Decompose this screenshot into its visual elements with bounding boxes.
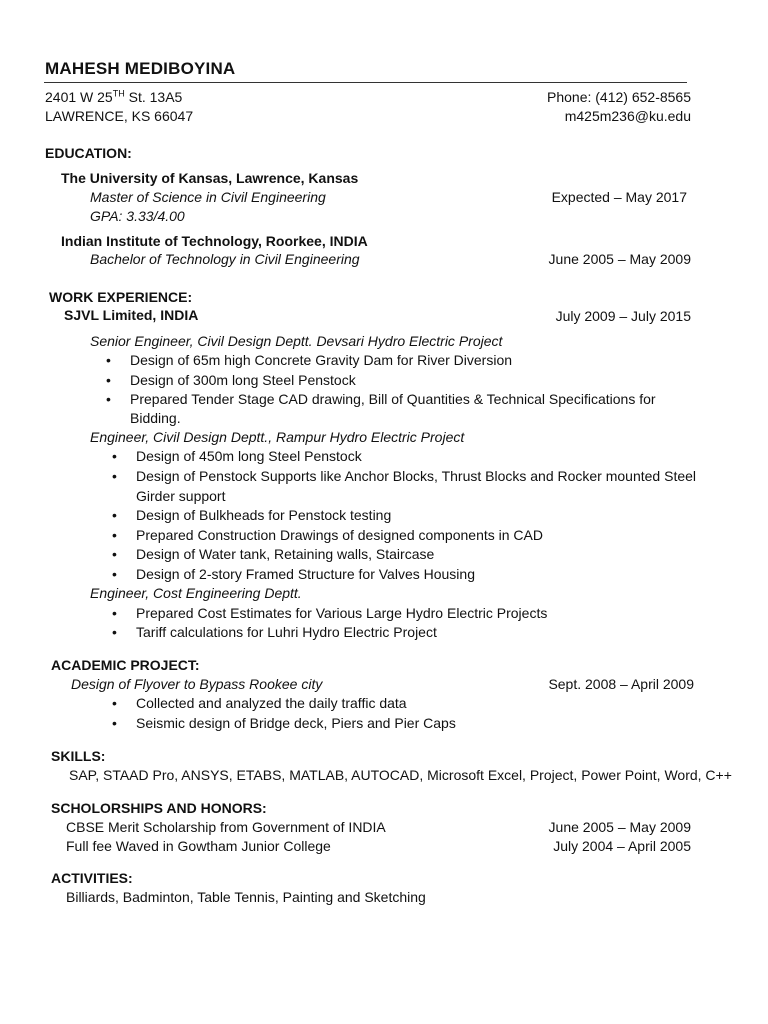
list-item: • Prepared Construction Drawings of designed components in CAD: [136, 527, 543, 544]
phone: Phone: (412) 652-8565: [547, 89, 691, 105]
address-unit: St. 13A5: [124, 89, 183, 105]
address-superscript: TH: [112, 88, 125, 99]
activities-list: Billiards, Badminton, Table Tennis, Painting and Sketching: [66, 889, 426, 905]
education-school: The University of Kansas, Lawrence, Kansas: [61, 170, 359, 186]
list-item: • Design of Water tank, Retaining walls, Staircase: [136, 546, 434, 563]
education-heading: EDUCATION:: [45, 145, 132, 161]
list-item: • Design of Bulkheads for Penstock testing: [136, 507, 391, 524]
list-item: • Seismic design of Bridge deck, Piers and Pier Caps: [136, 715, 456, 732]
skills-list: SAP, STAAD Pro, ANSYS, ETABS, MATLAB, AUTOCAD, Microsoft Excel, Project, Power Point, Word, C++: [69, 767, 732, 783]
skills-heading: SKILLS:: [51, 748, 106, 764]
candidate-name: MAHESH MEDIBOYINA: [45, 59, 236, 78]
email: m425m236@ku.edu: [564, 108, 691, 124]
education-school: Indian Institute of Technology, Roorkee, INDIA: [61, 233, 368, 249]
role-title: Engineer, Civil Design Deptt., Rampur Hydro Electric Project: [90, 429, 465, 445]
project-title: Design of Flyover to Bypass Rookee city: [71, 676, 323, 692]
address-line: [45, 89, 182, 106]
project-date: Sept. 2008 – April 2009: [548, 676, 694, 692]
list-item: • Tariff calculations for Luhri Hydro Electric Project: [136, 624, 437, 641]
work-company-date: July 2009 – July 2015: [555, 308, 691, 324]
work-heading: WORK EXPERIENCE:: [49, 289, 193, 305]
list-item: • Design of Penstock Supports like Anchor Blocks, Thrust Blocks and Rocker mounted Steel: [136, 468, 696, 485]
education-date: Expected – May 2017: [551, 189, 687, 205]
education-date: June 2005 – May 2009: [548, 251, 691, 267]
role-title: Engineer, Cost Engineering Deptt.: [90, 585, 302, 601]
list-item: • Collected and analyzed the daily traffic data: [136, 695, 407, 712]
education-gpa: GPA: 3.33/4.00: [90, 208, 185, 224]
role-title: Senior Engineer, Civil Design Deptt. Devsari Hydro Electric Project: [90, 333, 503, 349]
honor-date: July 2004 – April 2005: [553, 838, 691, 854]
project-heading: ACADEMIC PROJECT:: [51, 657, 200, 673]
work-company: SJVL Limited, INDIA: [64, 307, 199, 323]
address-street: 2401 W 25: [45, 89, 113, 105]
honors-heading: SCHOLORSHIPS AND HONORS:: [51, 800, 267, 816]
honor-date: June 2005 – May 2009: [548, 819, 691, 835]
list-item-continuation: Girder support: [136, 488, 226, 504]
education-degree: Bachelor of Technology in Civil Engineering: [90, 251, 360, 267]
list-item: • Design of 65m high Concrete Gravity Dam for River Diversion: [130, 352, 512, 369]
list-item: • Prepared Cost Estimates for Various Large Hydro Electric Projects: [136, 605, 547, 622]
header-divider: [44, 82, 687, 83]
activities-heading: ACTIVITIES:: [51, 870, 133, 886]
education-degree: Master of Science in Civil Engineering: [90, 189, 326, 205]
list-item-continuation: Bidding.: [130, 410, 181, 426]
list-item: • Design of 450m long Steel Penstock: [136, 448, 362, 465]
list-item: • Prepared Tender Stage CAD drawing, Bill of Quantities & Technical Specifications for: [130, 391, 656, 408]
city-line: LAWRENCE, KS 66047: [45, 108, 194, 124]
list-item: • Design of 300m long Steel Penstock: [130, 372, 356, 389]
honor-item: CBSE Merit Scholarship from Government of INDIA: [66, 819, 386, 835]
list-item: • Design of 2-story Framed Structure for Valves Housing: [136, 566, 475, 583]
honor-item: Full fee Waved in Gowtham Junior College: [66, 838, 331, 854]
